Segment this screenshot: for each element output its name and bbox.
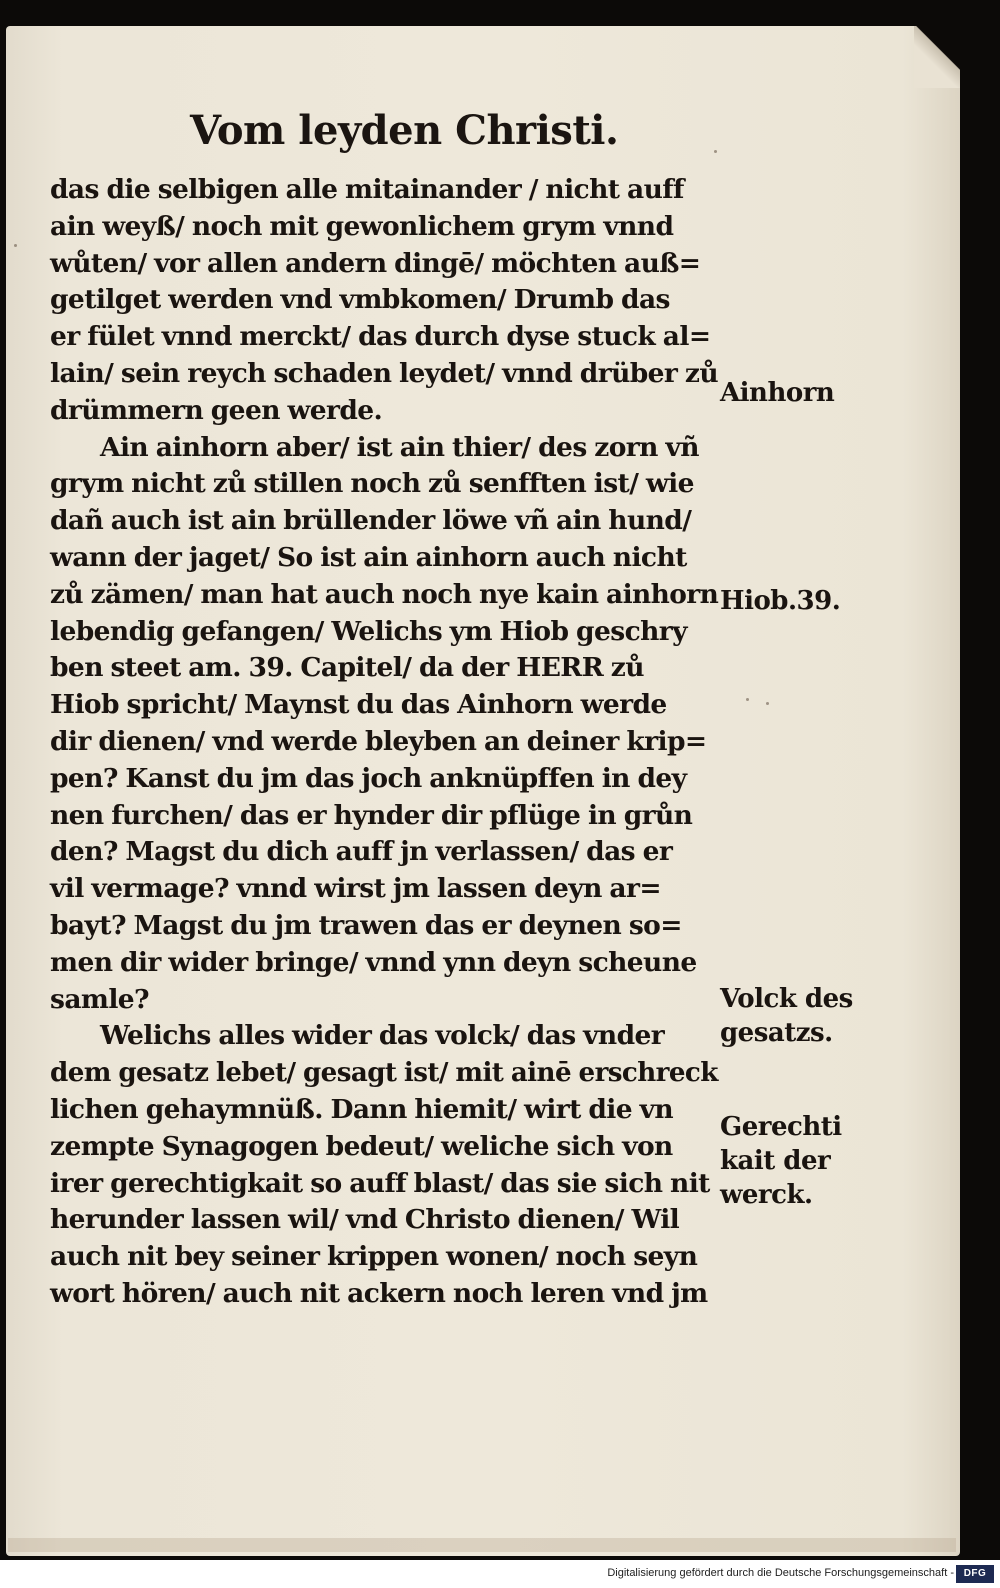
text-line: Hiob spricht/ Maynst du das Ainhorn werde bbox=[50, 689, 667, 721]
paper-speck bbox=[766, 702, 769, 705]
text-line: pen? Kanst du jm das joch anknüpffen in dey bbox=[50, 762, 687, 794]
text-line: er fület vnnd merckt/ das durch dyse stuck al= bbox=[50, 321, 711, 353]
dfg-logo-icon: DFG bbox=[956, 1565, 994, 1583]
text-line: men dir wider bringe/ vnnd ynn deyn scheune bbox=[50, 946, 697, 978]
text-line: vil vermage? vnnd wirst jm lassen deyn ar= bbox=[50, 873, 661, 905]
page-edge-shadow bbox=[8, 1538, 956, 1552]
text-line: auch nit bey seiner krippen wonen/ noch seyn bbox=[50, 1241, 698, 1273]
text-line: das die selbigen alle mitainander / nicht auff bbox=[50, 174, 684, 205]
text-line: wůten/ vor allen andern dingē/ möchten auß= bbox=[50, 247, 701, 279]
text-line: samle? bbox=[50, 983, 149, 1015]
text-line: nen furchen/ das er hynder dir pflüge in grůn bbox=[50, 799, 693, 831]
paper-speck bbox=[14, 244, 17, 247]
dfg-credit-text: Digitalisierung gefördert durch die Deutsche Forschungsgemeinschaft - bbox=[607, 1567, 954, 1579]
paragraph-start-line: Welichs alles wider das volck/ das vnder bbox=[100, 1020, 665, 1052]
running-head-title: Vom leyden Christi. bbox=[190, 107, 619, 154]
text-line: lain/ sein reych schaden leydet/ vnnd drüber zů bbox=[50, 357, 719, 389]
text-line: ain weyß/ noch mit gewonlichem grym vnnd bbox=[50, 210, 674, 242]
text-line: dir dienen/ vnd werde bleyben an deiner krip= bbox=[50, 725, 707, 757]
text-line: irer gerechtigkait so auff blast/ das sie sich nit bbox=[50, 1167, 710, 1199]
paragraph-start-line: Ain ainhorn aber/ ist ain thier/ des zorn vñ bbox=[100, 431, 699, 463]
margin-note-volck-1: Volck des bbox=[720, 984, 853, 1014]
margin-note-ainhorn: Ainhorn bbox=[720, 378, 835, 408]
text-line: dañ auch ist ain brüllender löwe vñ ain hund/ bbox=[50, 505, 692, 537]
margin-note-gerecht-2: kait der bbox=[720, 1146, 831, 1176]
text-line: wort hören/ auch nit ackern noch leren vnd jm bbox=[50, 1277, 708, 1309]
text-line: lichen gehaymnüß. Dann hiemit/ wirt die vn bbox=[50, 1093, 674, 1125]
text-line: grym nicht zů stillen noch zů senfften ist/ wie bbox=[50, 468, 694, 500]
text-line: ben steet am. 39. Capitel/ da der HERR zů bbox=[50, 652, 644, 684]
margin-note-gerecht-1: Gerechti bbox=[720, 1112, 842, 1142]
text-line: getilget werden vnd vmbkomen/ Drumb das bbox=[50, 284, 670, 316]
paper-speck bbox=[714, 150, 717, 153]
paper-speck bbox=[746, 698, 749, 701]
text-line: dem gesatz lebet/ gesagt ist/ mit ainē erschreck bbox=[50, 1057, 718, 1089]
text-line: den? Magst du dich auff jn verlassen/ das er bbox=[50, 836, 673, 868]
text-line: zů zämen/ man hat auch noch nye kain ainhorn bbox=[50, 578, 719, 610]
footer-bar bbox=[0, 1560, 1000, 1588]
body-text bbox=[50, 172, 718, 1313]
text-line: drümmern geen werde. bbox=[50, 394, 383, 426]
text-line: bayt? Magst du jm trawen das er deynen so= bbox=[50, 909, 682, 941]
text-line: wann der jaget/ So ist ain ainhorn auch nicht bbox=[50, 541, 687, 573]
margin-note-volck-2: gesatzs. bbox=[720, 1018, 833, 1048]
text-line: zempte Synagogen bedeut/ weliche sich von bbox=[50, 1130, 673, 1162]
text-line: herunder lassen wil/ vnd Christo dienen/ Wil bbox=[50, 1204, 680, 1236]
text-line: lebendig gefangen/ Welichs ym Hiob geschry bbox=[50, 615, 687, 647]
margin-note-gerecht-3: werck. bbox=[720, 1180, 813, 1210]
margin-note-hiob: Hiob.39. bbox=[720, 586, 841, 616]
